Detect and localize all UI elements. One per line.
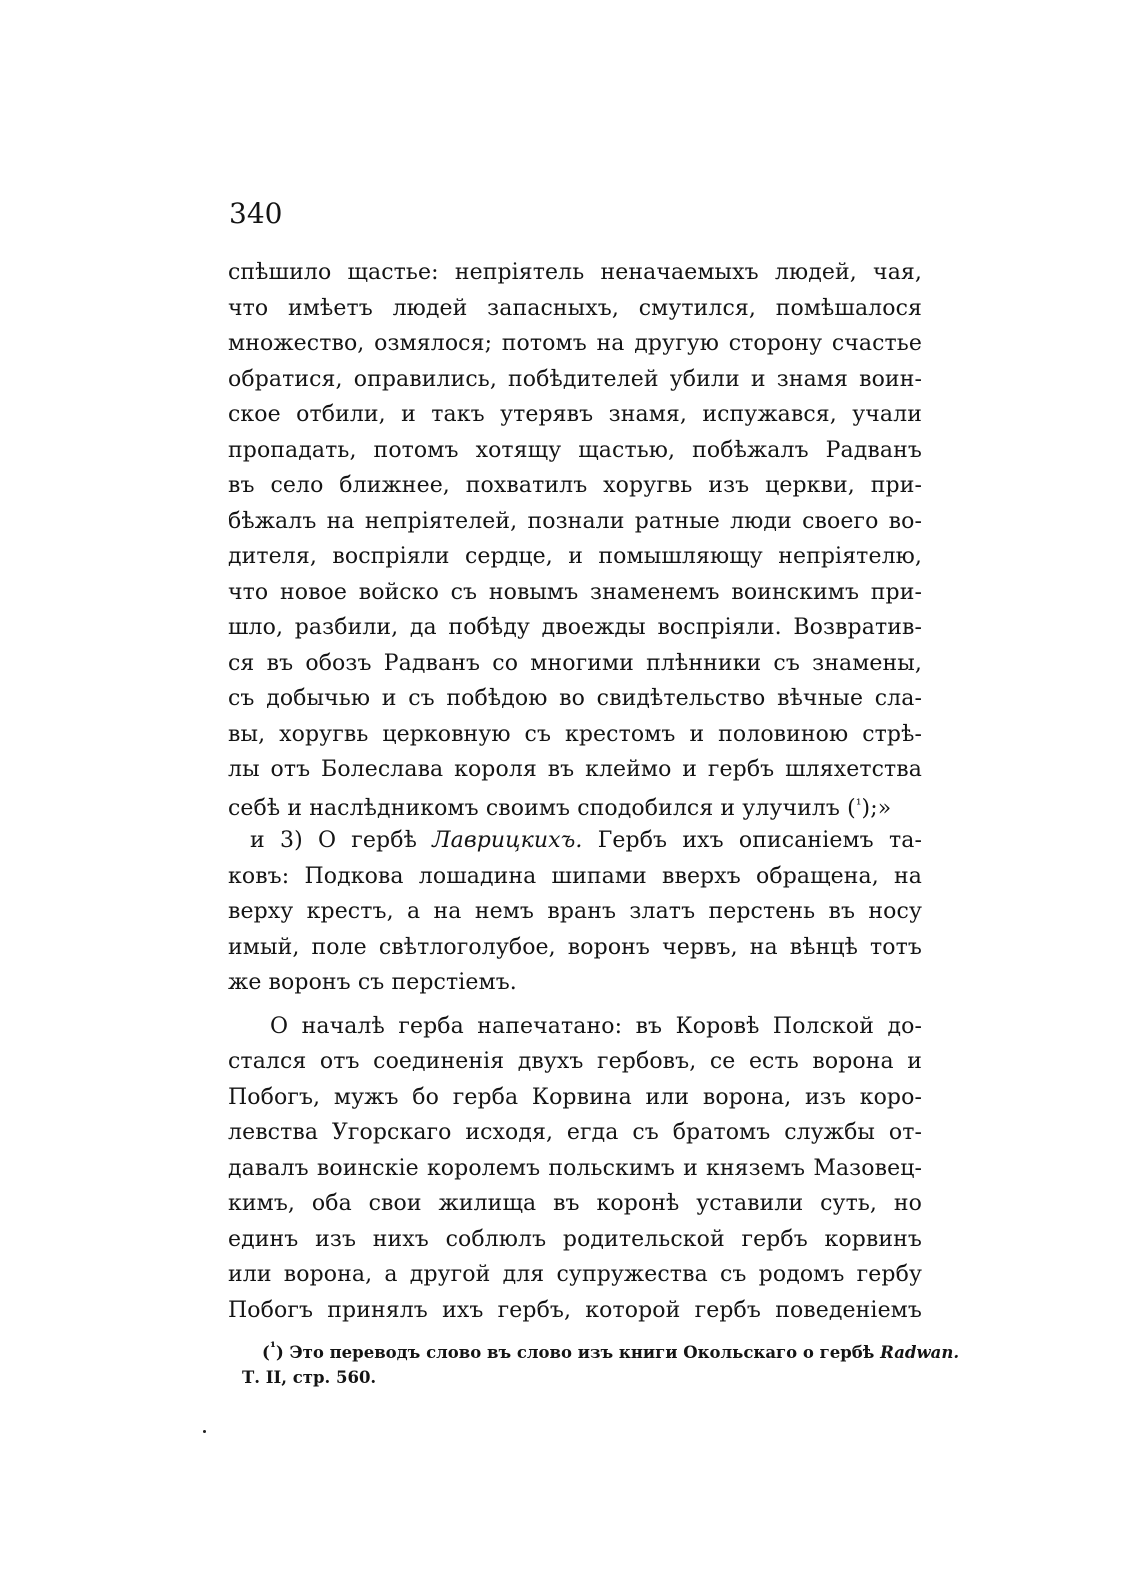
text-line: множество, озмялося; потомъ на другую сторону счастье <box>228 331 922 356</box>
footnote-line: ($^{^1}$) Это переводъ слово въ слово изъ книги Окольскаго о гербѣ Radwan. <box>262 1340 960 1362</box>
text-segment: себѣ и наслѣдникомъ своимъ сподобился и улучилъ ( <box>228 795 856 821</box>
footnote-reference: ¹ <box>855 796 862 813</box>
text-line: пропадать, потомъ хотящу щастью, побѣжалъ Радванъ <box>228 437 922 463</box>
body-text <box>228 255 922 1328</box>
text-line: Побогъ, мужъ бо герба Корвина или ворона, изъ коро- <box>228 1084 922 1110</box>
text-line: же воронъ съ перстіемъ. <box>228 970 517 995</box>
text-line: верху крестъ, а на немъ вранъ златъ перстень въ носу <box>228 899 922 924</box>
text-line: ское отбили, и такъ утерявъ знамя, испужався, учали <box>228 402 922 427</box>
text-line: вы, хоругвь церковную съ крестомъ и половиною стрѣ- <box>228 721 922 747</box>
text-line: бѣжалъ на непріятелей, познали ратные люди своего во- <box>228 508 922 534</box>
text-line: спѣшило щастье: непріятель неначаемыхъ людей, чая, <box>228 260 922 285</box>
text-line: шло, разбили, да побѣду двоежды воспріяли. Возвратив- <box>228 615 922 640</box>
footnote <box>242 1334 960 1392</box>
text-line <box>228 788 922 824</box>
text-line: Побогъ принялъ ихъ гербъ, которой гербъ поведеніемъ <box>228 1297 922 1323</box>
text-line: имый, поле свѣтлоголубое, воронъ червъ, на вѣнцѣ тотъ <box>228 934 922 960</box>
text-segment: Гербъ ихъ описаніемъ та- <box>582 828 922 853</box>
text-line: ковъ: Подкова лошадина шипами вверхъ обращена, на <box>228 863 922 889</box>
text-line: что новое войско съ новымъ знаменемъ воинскимъ при- <box>228 579 922 605</box>
text-line: что имѣетъ людей запасныхъ, смутился, помѣшалося <box>228 295 922 321</box>
surname-italic: Лаврицкихъ. <box>432 828 583 853</box>
text-line: О началѣ герба напечатано: въ Коровѣ Полской до- <box>270 1013 922 1039</box>
print-speck <box>203 1430 206 1433</box>
text-line: ся въ обозъ Радванъ со многими плѣнники съ знамены, <box>228 650 922 676</box>
footnote-line: Т. II, стр. 560. <box>242 1368 377 1387</box>
text-line: давалъ воинскіе королемъ польскимъ и княземъ Мазовец- <box>228 1155 922 1181</box>
footnote-mark: ¹ <box>269 1340 276 1356</box>
text-segment: ) Это переводъ слово въ слово изъ книги Окольскаго о гербѣ <box>275 1343 881 1362</box>
text-line: левства Угорскаго исходя, егда съ братомъ службы от- <box>228 1120 922 1145</box>
text-line <box>228 823 922 859</box>
text-line: стался отъ соединенія двухъ гербовъ, се есть ворона и <box>228 1049 922 1074</box>
footnote-italic: Radwan. <box>880 1343 960 1362</box>
page-number: 340 <box>229 197 283 230</box>
text-line: дителя, воспріяли сердце, и помышляющу непріятелю, <box>228 544 922 569</box>
text-line: въ село ближнее, похватилъ хоругвь изъ церкви, при- <box>228 473 922 498</box>
text-line: или ворона, а другой для супружества съ родомъ гербу <box>228 1262 922 1287</box>
text-line: лы отъ Болеслава короля въ клеймо и гербъ шляхетства <box>228 757 922 782</box>
text-segment: и 3) О гербѣ <box>250 828 433 853</box>
text-line: съ добычью и съ побѣдою во свидѣтельство вѣчные сла- <box>228 686 922 711</box>
text-line: обратися, оправились, побѣдителей убили и знамя воин- <box>228 366 922 392</box>
text-line: единъ изъ нихъ соблюлъ родительской гербъ корвинъ <box>228 1226 922 1252</box>
text-line: кимъ, оба свои жилища въ коронѣ уставили суть, но <box>228 1191 922 1216</box>
text-segment: );» <box>861 795 892 821</box>
